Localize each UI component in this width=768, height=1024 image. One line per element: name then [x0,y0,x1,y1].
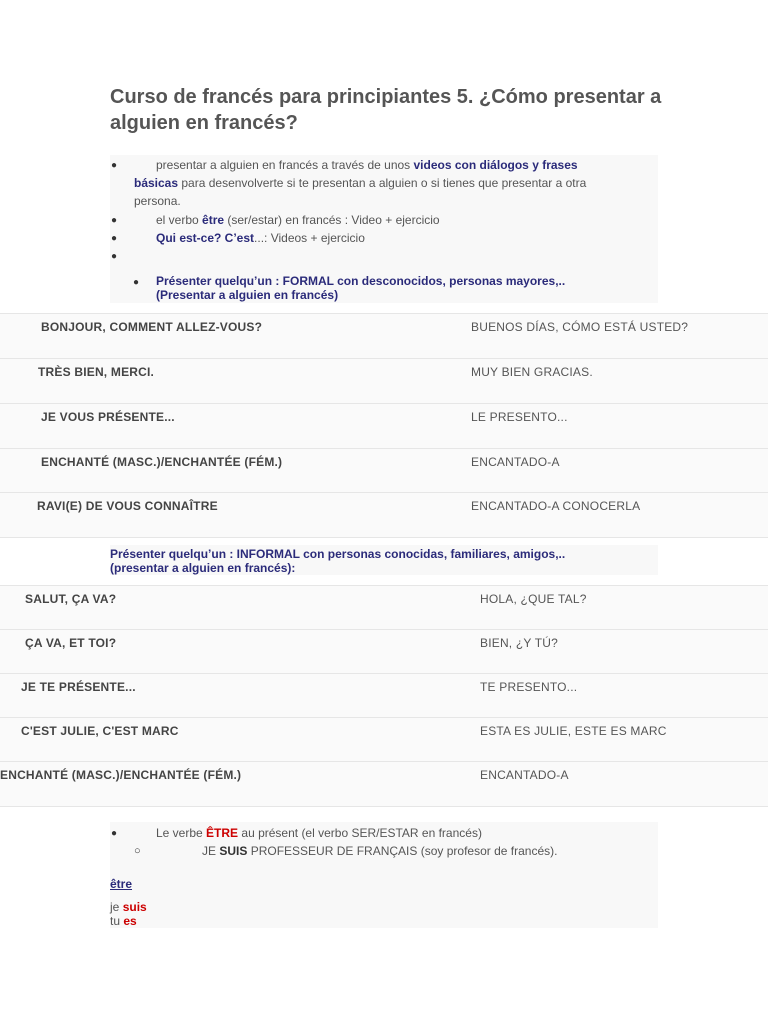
table-row [0,492,768,538]
bullet-icon: ● [133,277,140,288]
french-phrase: RAVI(E) DE VOUS CONNAÎTRE [37,499,218,513]
intro-item-3-post: ...: Videos + ejercicio [254,231,365,245]
french-phrase: ENCHANTÉ (MASC.)/ENCHANTÉE (FÉM.) [0,768,242,782]
spanish-phrase: HOLA, ¿QUE TAL? [480,592,587,606]
pronoun: tu [110,914,121,928]
suis-bold: SUIS [219,844,248,858]
verb-example-post: PROFESSEUR DE FRANÇAIS (soy profesor de francés). [247,844,558,858]
verb-example-pre: JE [202,844,220,858]
french-phrase: BONJOUR, COMMENT ALLEZ-VOUS? [41,320,263,334]
informal-heading-line-1: Présenter quelqu’un : INFORMAL con personas conocidas, familiares, amigos,.. [110,547,566,561]
bullet-icon: ● [111,215,118,226]
verb-form: es [123,914,137,928]
circle-bullet-icon: ○ [134,845,141,857]
verb-form: suis [122,900,147,914]
spanish-phrase: MUY BIEN GRACIAS. [471,365,593,379]
spanish-phrase: ENCANTADO-A [480,768,569,782]
table-row [0,585,768,630]
videos-link-cont[interactable]: básicas [134,176,179,190]
intro-item-2-pre: el verbo [156,213,203,227]
spanish-phrase: LE PRESENTO... [471,410,568,424]
verb-item-pre: Le verbe [156,826,207,840]
etre-link[interactable]: être [202,213,225,227]
french-phrase: C'EST JULIE, C'EST MARC [21,724,179,738]
intro-item-1-text-3: persona. [134,194,181,208]
table-row [0,313,768,358]
spanish-phrase: ESTA ES JULIE, ESTE ES MARC [480,724,667,738]
intro-item-3 [156,229,365,247]
spanish-phrase: TE PRESENTO... [480,680,578,694]
etre-highlight: ÊTRE [206,826,239,840]
table-row [0,358,768,403]
french-phrase: JE TE PRÉSENTE... [21,680,136,694]
table-row [0,403,768,448]
bullet-icon: ● [111,233,118,244]
formal-heading [156,274,656,302]
informal-heading [110,547,658,575]
french-phrase: SALUT, ÇA VA? [25,592,117,606]
table-row [0,629,768,674]
intro-item-2 [156,211,440,229]
french-phrase: TRÈS BIEN, MERCI. [38,365,155,379]
bullet-icon: ● [111,828,118,839]
french-phrase: ENCHANTÉ (MASC.)/ENCHANTÉE (FÉM.) [41,455,283,469]
intro-item-1-text-2: para desenvolverte si te presentan a alguien o si tienes que presentar a otra [178,176,587,190]
spanish-phrase: ENCANTADO-A CONOCERLA [471,499,641,513]
page-title: Curso de francés para principiantes 5. ¿Cómo presentar a alguien en francés? [110,86,662,134]
informal-heading-line-2: (presentar a alguien en francés): [110,561,296,575]
table-row [0,717,768,762]
spanish-phrase: BUENOS DÍAS, CÓMO ESTÁ USTED? [471,320,689,334]
french-phrase: ÇA VA, ET TOI? [25,636,117,650]
qui-est-ce-link[interactable]: Qui est-ce? C’est [156,231,255,245]
bullet-icon: ● [111,160,118,171]
formal-heading-line-2: (Presentar a alguien en francés) [156,288,339,302]
spanish-phrase: BIEN, ¿Y TÚ? [480,636,558,650]
etre-link[interactable]: être [110,877,133,891]
french-phrase: JE VOUS PRÉSENTE... [41,410,175,424]
bullet-icon: ● [111,251,118,262]
videos-link[interactable]: videos con diálogos y frases [413,158,578,172]
intro-item-2-post: (ser/estar) en francés : Video + ejercicio [224,213,440,227]
table-row [0,673,768,718]
conjugation [110,900,147,928]
verb-example [202,842,557,860]
table-row [0,448,768,493]
table-row [0,761,768,807]
pronoun: je [110,900,120,914]
verb-item-post: au présent (el verbo SER/ESTAR en francés) [238,826,482,840]
intro-item-1-text: presentar a alguien en francés a través de unos [156,158,414,172]
intro-item-1 [134,156,654,210]
spanish-phrase: ENCANTADO-A [471,455,560,469]
verb-item [156,824,482,842]
formal-heading-line-1: Présenter quelqu’un : FORMAL con desconocidos, personas mayores,.. [156,274,566,288]
